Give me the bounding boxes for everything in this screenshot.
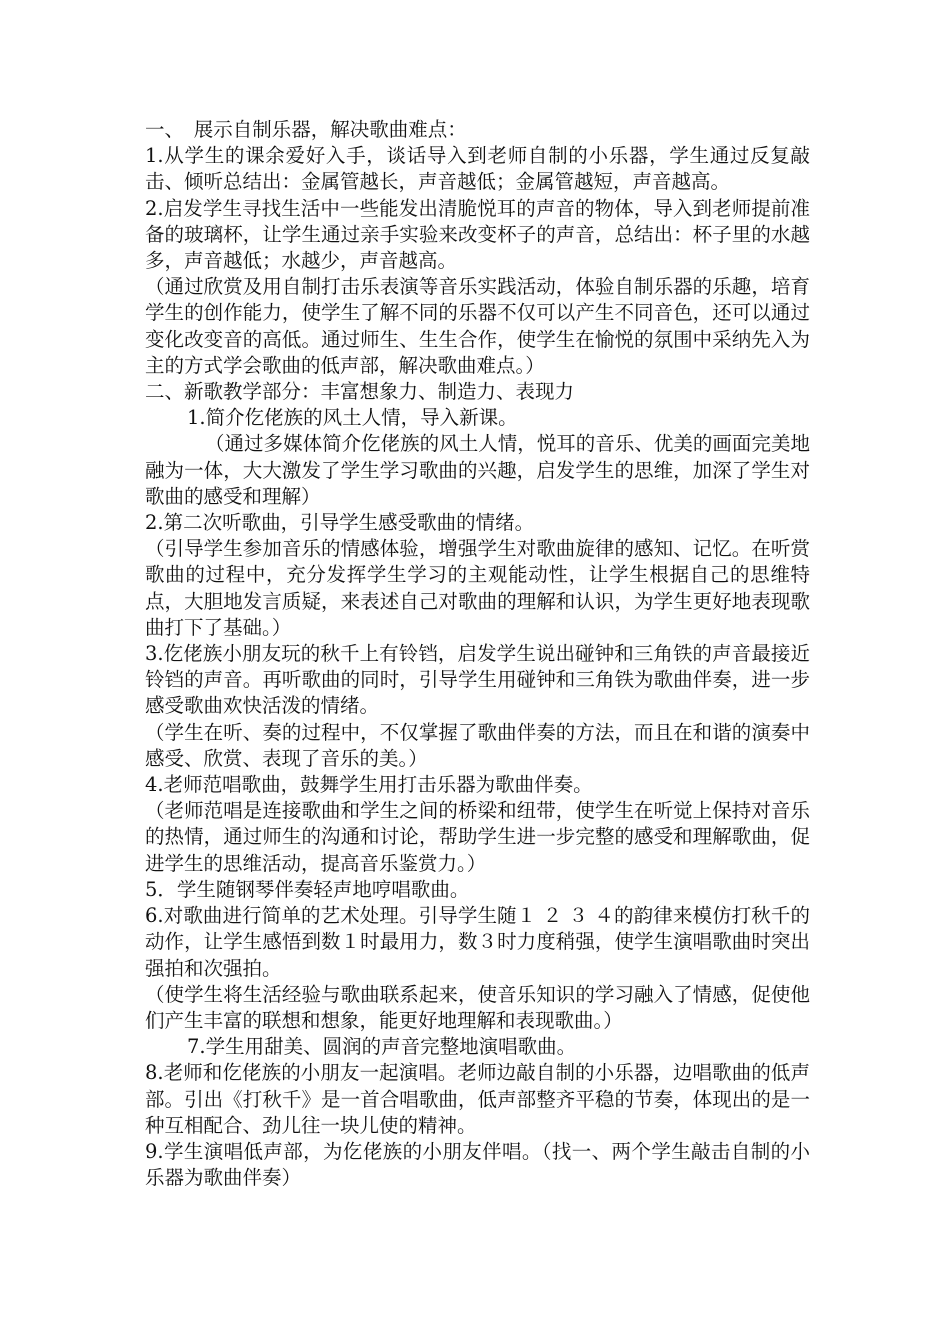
section-heading-1: 一、 展示自制乐器，解决歌曲难点： bbox=[145, 118, 467, 141]
paragraph-new-step-6: 6.对歌曲进行简单的艺术处理。引导学生随１ ２ ３ ４的韵律来模仿打秋千的动作，让学生感悟到数１时最用力，数３时力度稍强，使学生演唱歌曲时突出强拍和次强拍。 bbox=[145, 904, 810, 980]
paragraph-new-step-3: 3.仡佬族小朋友玩的秋千上有铃铛，启发学生说出碰钟和三角铁的声音最接近铃铛的声音。再听歌曲的同时，引导学生用碰钟和三角铁为歌曲伴奏，进一步感受歌曲欢快活泼的情绪。 bbox=[145, 642, 810, 718]
paragraph-new-step-8: 8.老师和仡佬族的小朋友一起演唱。老师边敲自制的小乐器，边唱歌曲的低声部。引出《打秋千》是一首合唱歌曲，低声部整齐平稳的节奏，体现出的是一种互相配合、劲儿往一块儿使的精神。 bbox=[145, 1061, 810, 1137]
paragraph-new-step-7: 7.学生用甜美、圆润的声音完整地演唱歌曲。 bbox=[187, 1035, 577, 1059]
paragraph-note-3: （引导学生参加音乐的情感体验，增强学生对歌曲旋律的感知、记忆。在听赏歌曲的过程中，充分发挥学生学习的主观能动性，让学生根据自己的思维特点，大胆地发言质疑，来表述自己对歌曲的理解和认识，为学生更好地表现歌曲打下了基础。） bbox=[145, 537, 810, 639]
paragraph-new-step-4: 4.老师范唱歌曲，鼓舞学生用打击乐器为歌曲伴奏。 bbox=[145, 773, 593, 797]
paragraph-step-1: 1.从学生的课余爱好入手，谈话导入到老师自制的小乐器，学生通过反复敲击、倾听总结出：金属管越长，声音越低；金属管越短，声音越高。 bbox=[145, 144, 810, 194]
paragraph-note-4: （学生在听、奏的过程中，不仅掌握了歌曲伴奏的方法，而且在和谐的演奏中感受、欣赏、表现了音乐的美。） bbox=[145, 720, 810, 770]
paragraph-new-step-1: 1.简介仡佬族的风土人情，导入新课。 bbox=[187, 406, 518, 430]
paragraph-new-step-9: 9.学生演唱低声部，为仡佬族的小朋友伴唱。（找一、两个学生敲击自制的小乐器为歌曲伴奏） bbox=[145, 1139, 810, 1190]
section-heading-2: 二、新歌教学部分：丰富想象力、制造力、表现力 bbox=[145, 380, 575, 404]
paragraph-new-step-2: 2.第二次听歌曲，引导学生感受歌曲的情绪。 bbox=[145, 511, 535, 535]
paragraph-step-2: 2.启发学生寻找生活中一些能发出清脆悦耳的声音的物体，导入到老师提前准备的玻璃杯，让学生通过亲手实验来改变杯子的声音，总结出：杯子里的水越多，声音越低；水越少，声音越高。 bbox=[145, 196, 810, 273]
document-page bbox=[145, 117, 810, 1191]
paragraph-note-6: （使学生将生活经验与歌曲联系起来，使音乐知识的学习融入了情感，促使他们产生丰富的联想和想象，能更好地理解和表现歌曲。） bbox=[145, 982, 810, 1032]
paragraph-new-step-5: 5．学生随钢琴伴奏轻声地哼唱歌曲。 bbox=[145, 877, 470, 901]
paragraph-note-2: （通过多媒体简介仡佬族的风土人情，悦耳的音乐、优美的画面完美地融为一体，大大激发了学生学习歌曲的兴趣，启发学生的思维，加深了学生对歌曲的感受和理解） bbox=[145, 432, 810, 508]
paragraph-note-5: （老师范唱是连接歌曲和学生之间的桥梁和纽带，使学生在听觉上保持对音乐的热情，通过师生的沟通和讨论，帮助学生进一步完整的感受和理解歌曲，促进学生的思维活动，提高音乐鉴赏力。） bbox=[145, 799, 810, 875]
paragraph-note-1: （通过欣赏及用自制打击乐表演等音乐实践活动，体验自制乐器的乐趣，培育学生的创作能力，使学生了解不同的乐器不仅可以产生不同音色，还可以通过变化改变音的高低。通过师生、生生合作，使学生在愉悦的氛围中采纳先入为主的方式学会歌曲的低声部，解决歌曲难点。） bbox=[145, 275, 810, 377]
